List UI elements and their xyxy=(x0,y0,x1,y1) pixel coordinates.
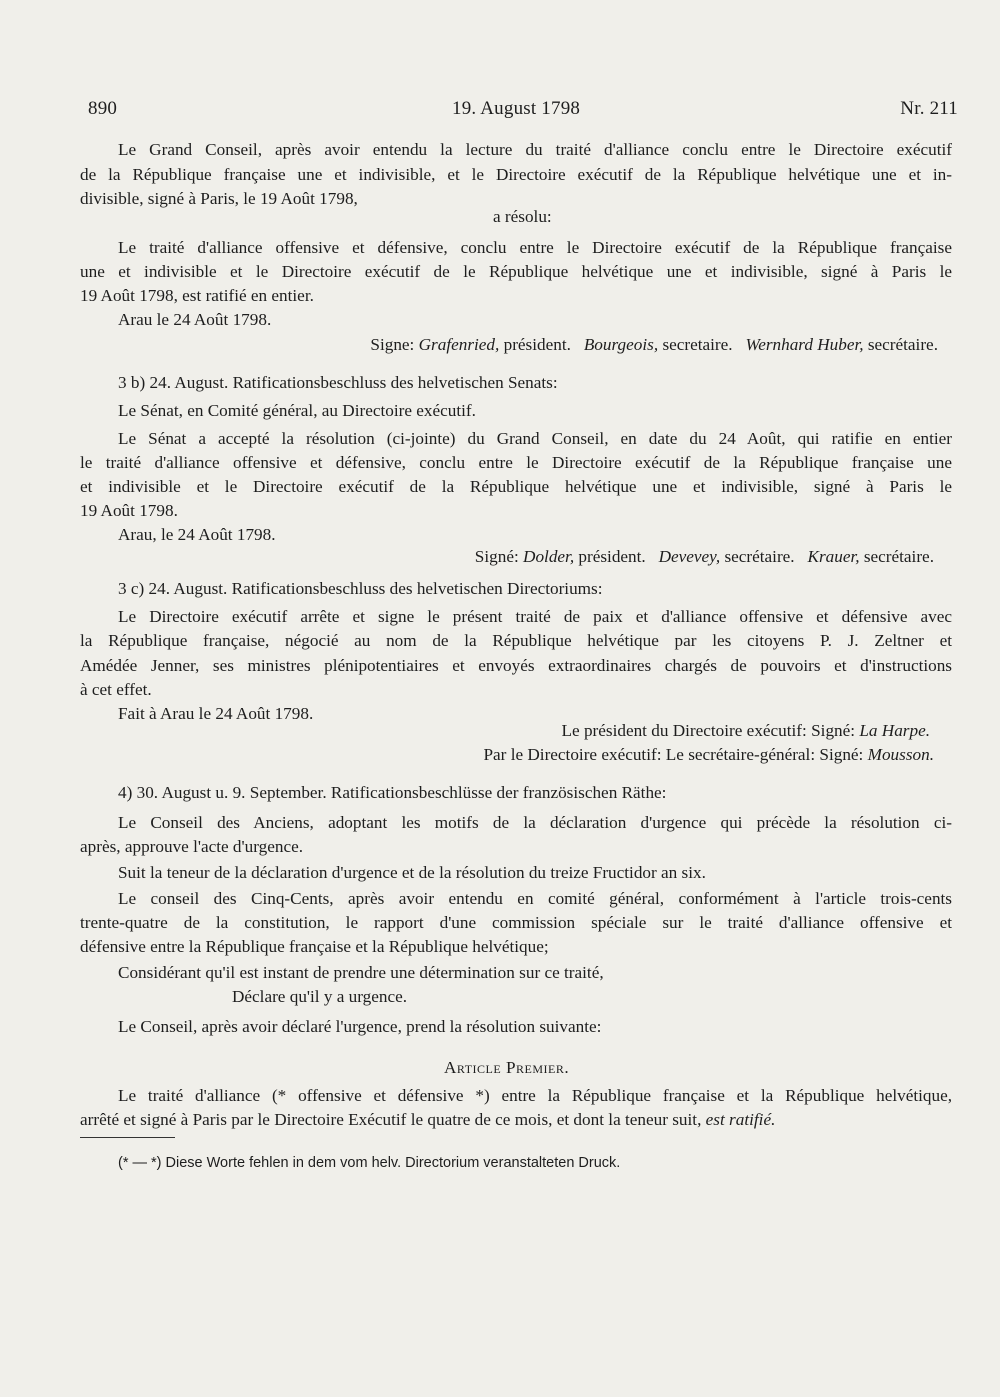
text-line: le traité d'alliance offensive et défensive, conclu entre le Directoire exécutif de la République française une xyxy=(80,453,952,472)
text-line: Le Sénat, en Comité général, au Directoire exécutif. xyxy=(118,401,476,420)
text-line: Le traité d'alliance offensive et défensive, conclu entre le Directoire exécutif de la République française xyxy=(118,238,952,257)
text-line: arrêté et signé à Paris par le Directoire Exécutif le quatre de ce mois, et dont la teneur suit, est ratifié. xyxy=(80,1110,776,1129)
resolu-line: a résolu: xyxy=(493,207,552,226)
text-line: une et indivisible et le Directoire exécutif de le République helvétique une et indivisible, signé à Paris le xyxy=(80,262,952,281)
place-date: Arau, le 24 Août 1798. xyxy=(118,525,276,544)
footnote: (* — *) Diese Worte fehlen in dem vom helv. Directorium veranstalteten Druck. xyxy=(118,1155,621,1171)
place-date: Arau le 24 Août 1798. xyxy=(118,310,272,329)
text-line: Le traité d'alliance (* offensive et défensive *) entre la République française et la République helvétique, xyxy=(118,1086,952,1105)
page-number: 890 xyxy=(88,98,118,119)
text-line: Le conseil des Cinq-Cents, après avoir entendu en comité général, conformément à l'article trois-cents xyxy=(118,889,952,908)
text-line: Suit la teneur de la déclaration d'urgence et de la résolution du treize Fructidor an six. xyxy=(118,863,706,882)
text-line: défensive entre la République française et la République helvétique; xyxy=(80,937,549,956)
text-line: 19 Août 1798. xyxy=(80,501,178,520)
text-line: Le Directoire exécutif arrête et signe le présent traité de paix et d'alliance offensive et défensive avec xyxy=(118,607,952,626)
section-heading: 3 b) 24. August. Ratificationsbeschluss des helvetischen Senats: xyxy=(118,373,558,392)
text-line: Le Conseil, après avoir déclaré l'urgence, prend la résolution suivante: xyxy=(118,1017,602,1036)
text-line: Le Grand Conseil, après avoir entendu la lecture du traité d'alliance conclu entre le Directoire exécutif xyxy=(118,140,952,159)
text-line: Le Conseil des Anciens, adoptant les motifs de la déclaration d'urgence qui précède la résolution ci- xyxy=(118,813,952,832)
text-line: divisible, signé à Paris, le 19 Août 1798, xyxy=(80,189,358,208)
footnote-rule xyxy=(80,1137,175,1138)
text-line: Amédée Jenner, ses ministres plénipotentiaires et envoyés extraordinaires chargés de pouvoirs et d'instructions xyxy=(80,656,952,675)
section-heading: 4) 30. August u. 9. September. Ratificationsbeschlüsse der französischen Räthe: xyxy=(118,783,667,802)
text-line: Le Sénat a accepté la résolution (ci-jointe) du Grand Conseil, en date du 24 Août, qui ratifie en entier xyxy=(118,429,952,448)
text-line: Considérant qu'il est instant de prendre une détermination sur ce traité, xyxy=(118,963,604,982)
article-heading: Article Premier. xyxy=(444,1058,570,1077)
document-number: Nr. 211 xyxy=(900,98,958,119)
signature-line: Signé: Dolder, président. Devevey, secrétaire. Krauer, secrétaire. xyxy=(474,547,934,566)
signature-line: Signe: Grafenried, président. Bourgeois, secretaire. Wernhard Huber, secrétaire. xyxy=(370,335,938,354)
text-line: Déclare qu'il y a urgence. xyxy=(232,987,408,1006)
signature-line: Le président du Directoire exécutif: Signé: La Harpe. xyxy=(561,721,930,740)
text-line: de la République française une et indivisible, et le Directoire exécutif de la République helvétique une et in- xyxy=(80,165,952,184)
text-line: à cet effet. xyxy=(80,680,152,699)
section-heading: 3 c) 24. August. Ratificationsbeschluss des helvetischen Directoriums: xyxy=(118,579,603,598)
running-header-date: 19. August 1798 xyxy=(452,98,581,119)
text-line: trente-quatre de la constitution, le rapport d'une commission spéciale sur le traité d'alliance offensive et xyxy=(80,913,952,932)
text-line: et indivisible et le Directoire exécutif de la République helvétique une et indivisible, signé à Paris le xyxy=(80,477,952,496)
text-line: 19 Août 1798, est ratifié en entier. xyxy=(80,286,314,305)
signature-line: Par le Directoire exécutif: Le secrétaire-général: Signé: Mousson. xyxy=(483,745,934,764)
place-date: Fait à Arau le 24 Août 1798. xyxy=(118,704,314,723)
text-line: après, approuve l'acte d'urgence. xyxy=(80,837,304,856)
text-line: la République française, négocié au nom de la République helvétique par les citoyens P. J. Zeltner et xyxy=(80,631,952,650)
